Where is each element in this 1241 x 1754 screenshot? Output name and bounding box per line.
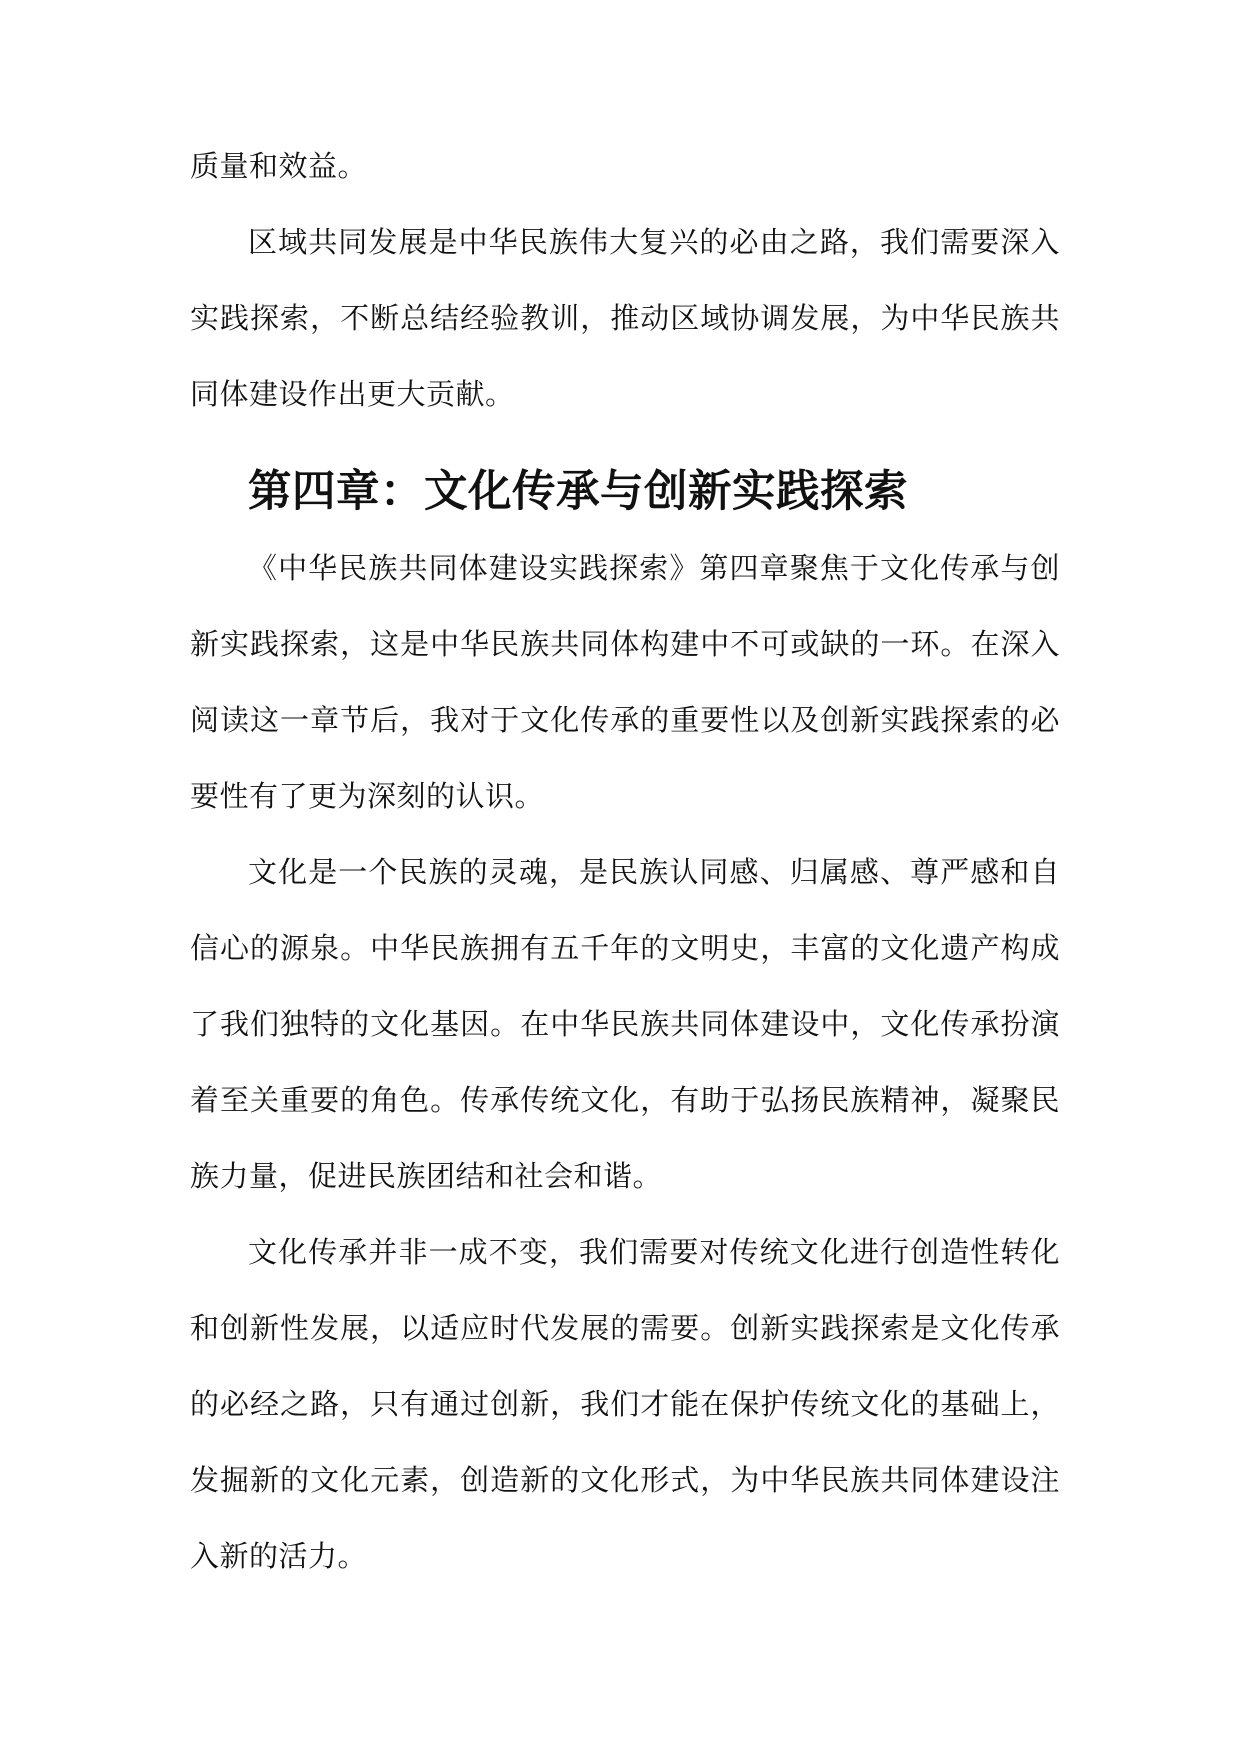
paragraph-chapter-intro: 《中华民族共同体建设实践探索》第四章聚焦于文化传承与创新实践探索，这是中华民族共同体构建中不可或缺的一环。在深入阅读这一章节后，我对于文化传承的重要性以及创新实践探索的必要性有了更为深刻的认识。 xyxy=(190,551,1060,813)
paragraph-regional-development: 区域共同发展是中华民族伟大复兴的必由之路，我们需要深入实践探索，不断总结经验教训，推动区域协调发展，为中华民族共同体建设作出更大贡献。 xyxy=(190,225,1060,411)
document-body xyxy=(190,128,1060,1594)
paragraph-continuation: 质量和效益。 xyxy=(190,149,368,183)
chapter-heading: 第四章：文化传承与创新实践探索 xyxy=(248,466,908,517)
paragraph-culture-innovation: 文化传承并非一成不变，我们需要对传统文化进行创造性转化和创新性发展，以适应时代发展的需要。创新实践探索是文化传承的必经之路，只有通过创新，我们才能在保护传统文化的基础上，发掘新的文化元素，创造新的文化形式，为中华民族共同体建设注入新的活力。 xyxy=(190,1235,1060,1573)
paragraph-culture-soul: 文化是一个民族的灵魂，是民族认同感、归属感、尊严感和自信心的源泉。中华民族拥有五千年的文明史，丰富的文化遗产构成了我们独特的文化基因。在中华民族共同体建设中，文化传承扮演着至关重要的角色。传承传统文化，有助于弘扬民族精神，凝聚民族力量，促进民族团结和社会和谐。 xyxy=(190,855,1060,1193)
